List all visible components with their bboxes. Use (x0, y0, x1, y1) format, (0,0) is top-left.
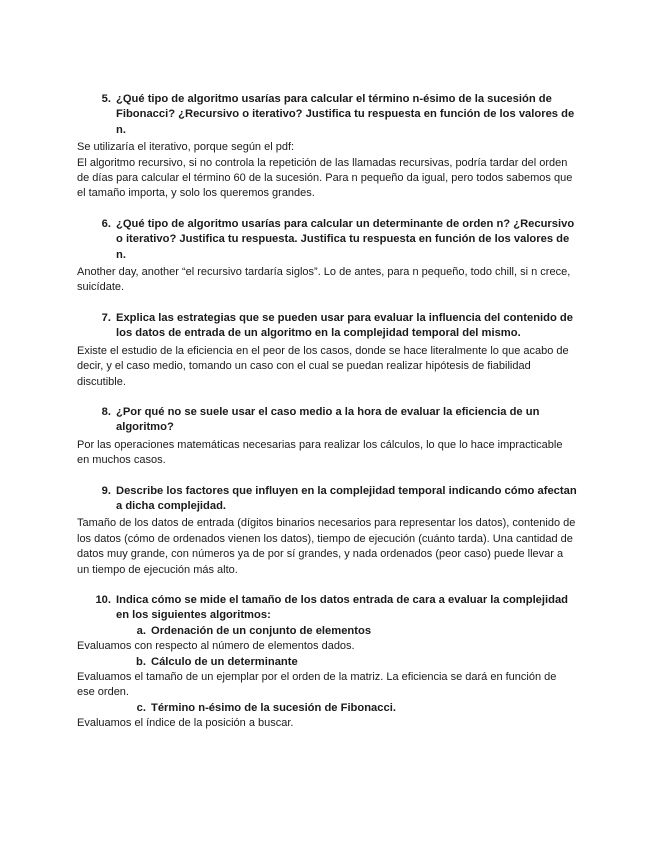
sub-question-letter: a. (136, 624, 146, 637)
answer-paragraph: Existe el estudio de la eficiencia en el peor de los casos, donde se hace literalmente lo que acabo de decir, y el caso medio, tomando un caso con el cual se puedan realizar hipótesis de fiabilidad discutible. (77, 344, 569, 388)
sub-question-letter: c. (136, 701, 146, 714)
question-heading (77, 92, 577, 138)
question-block-10 (77, 593, 577, 732)
question-heading (77, 405, 577, 436)
sub-question-text: Término n-ésimo de la sucesión de Fibonacci. (151, 701, 396, 714)
answer-paragraph: Evaluamos el índice de la posición a buscar. (77, 717, 294, 730)
question-heading (77, 484, 577, 515)
answer-paragraph: Evaluamos con respecto al número de elementos dados. (77, 640, 355, 653)
document-page (77, 92, 577, 747)
question-block-8 (77, 405, 577, 469)
sub-question-letter: b. (136, 655, 146, 668)
sub-question-text: Cálculo de un determinante (151, 655, 298, 668)
question-text: ¿Qué tipo de algoritmo usarías para calcular un determinante de orden n? ¿Recursivo o iterativo? Justifica tu respuesta. Justifica tu respuesta en función de los valores de n. (116, 217, 575, 261)
question-text: Indica cómo se mide el tamaño de los datos entrada de cara a evaluar la complejidad en los siguientes algoritmos: (116, 593, 569, 622)
question-number: 8. (101, 405, 111, 418)
question-block-6 (77, 217, 577, 296)
question-heading (77, 593, 577, 624)
question-number: 9. (101, 484, 111, 497)
question-text: Explica las estrategias que se pueden usar para evaluar la influencia del contenido de los datos de entrada de un algoritmo en la complejidad temporal del mismo. (116, 311, 573, 340)
question-heading (77, 217, 577, 263)
answer-paragraph: Another day, another “el recursivo tardaría siglos”. Lo de antes, para n pequeño, todo chill, si n crece, suicídate. (77, 266, 571, 294)
sub-question-heading (77, 701, 577, 716)
sub-question-heading (77, 655, 577, 670)
question-block-5 (77, 92, 577, 202)
question-number: 7. (101, 311, 111, 324)
question-number: 10. (95, 593, 111, 606)
question-heading (77, 311, 577, 342)
answer-paragraph: Se utilizaría el iterativo, porque según el pdf: (77, 141, 295, 154)
answer-paragraph: Tamaño de los datos de entrada (dígitos binarios necesarios para representar los datos), contenido de los datos (cómo de ordenados vienen los datos), tiempo de ejecución (cuánto tarda). Una cantidad de datos muy grande, con números ya de por sí grandes, y nada ordenados (peor caso) puede llevar a un tiempo de ejecución más alto. (77, 517, 576, 576)
question-block-9 (77, 484, 577, 578)
answer-paragraph: Por las operaciones matemáticas necesarias para realizar los cálculos, lo que lo hace impracticable en muchos casos. (77, 438, 563, 467)
question-text: Describe los factores que influyen en la complejidad temporal indicando cómo afectan a dicha complejidad. (116, 484, 577, 512)
answer-paragraph: Evaluamos el tamaño de un ejemplar por el orden de la matriz. La eficiencia se dará en función de ese orden. (77, 671, 557, 699)
question-block-7 (77, 311, 577, 390)
question-number: 5. (101, 93, 111, 105)
question-text: ¿Qué tipo de algoritmo usarías para calcular el término n-ésimo de la sucesión de Fibonacci? ¿Recursivo o iterativo? Justifica tu respuesta en función de los valores de n. (116, 93, 575, 136)
question-number: 6. (101, 217, 111, 230)
sub-question-text: Ordenación de un conjunto de elementos (151, 624, 372, 637)
question-text: ¿Por qué no se suele usar el caso medio a la hora de evaluar la eficiencia de un algoritmo? (116, 405, 540, 434)
answer-paragraph: El algoritmo recursivo, si no controla la repetición de las llamadas recursivas, podría tardar del orden de días para calcular el término 60 de la sucesión. Para n pequeño da igual, pero todos sabemos que el tamaño importa, y solo los queremos grandes. (77, 156, 573, 200)
sub-question-heading (77, 624, 577, 639)
